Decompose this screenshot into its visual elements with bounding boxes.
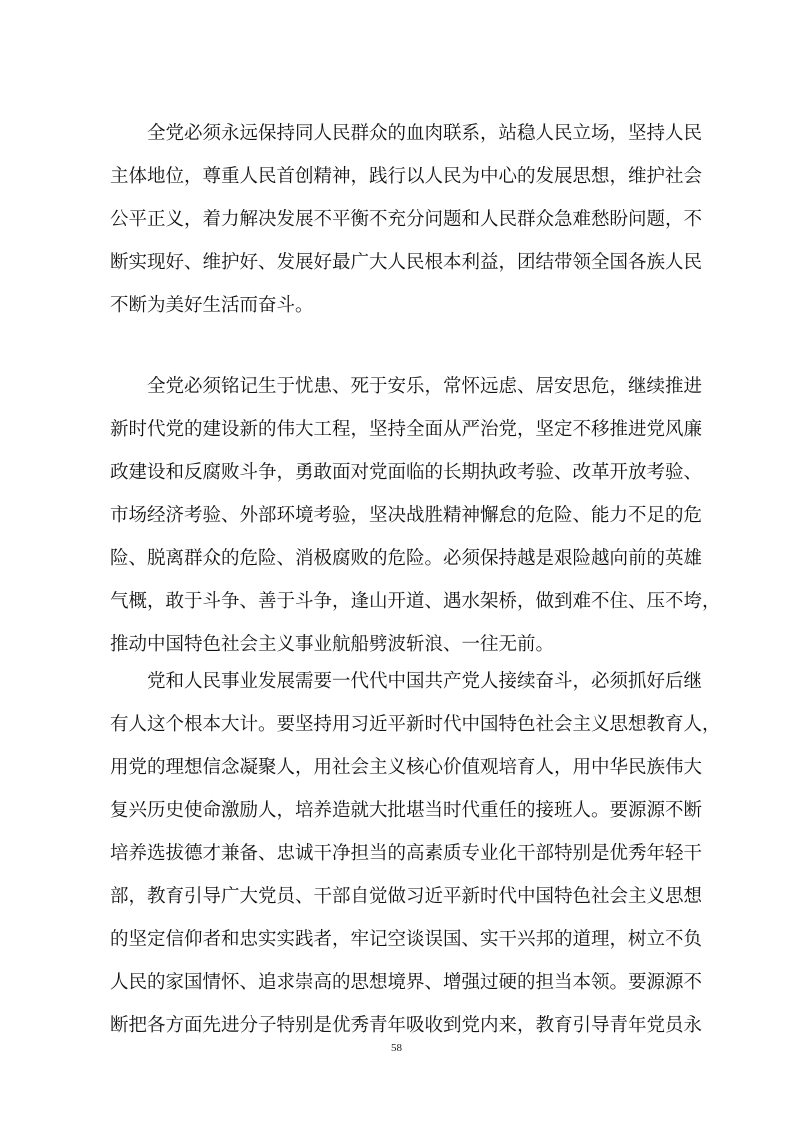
text-line: 断把各方面先进分子特别是优秀青年吸收到党内来，教育引导青年党员永 (110, 1015, 703, 1036)
text-line: 全党必须永远保持同人民群众的血肉联系，站稳人民立场，坚持人民 (110, 123, 703, 144)
paragraph-3 (110, 660, 721, 1047)
text-line: 断实现好、维护好、发展好最广大人民根本利益，团结带领全国各族人民 (110, 252, 703, 273)
text-line: 新时代党的建设新的伟大工程，坚持全面从严治党，坚定不移推进党风廉 (110, 419, 703, 440)
text-line: 全党必须铭记生于忧患、死于安乐，常怀远虑、居安思危，继续推进 (110, 376, 703, 397)
paragraph-1 (110, 112, 703, 327)
text-line: 险、脱离群众的危险、消极腐败的危险。必须保持越是艰险越向前的英雄 (110, 548, 703, 569)
page-number: 58 (391, 1042, 402, 1054)
text-line: 气概，敢于斗争、善于斗争，逢山开道、遇水架桥，做到难不住、压不垮， (110, 591, 721, 612)
text-line: 人民的家国情怀、追求崇高的思想境界、增强过硬的担当本领。要源源不 (110, 972, 703, 993)
paragraph-2 (110, 365, 721, 666)
text-line: 不断为美好生活而奋斗。 (110, 295, 314, 316)
text-line: 党和人民事业发展需要一代代中国共产党人接续奋斗，必须抓好后继 (110, 671, 703, 692)
text-line: 用党的理想信念凝聚人，用社会主义核心价值观培育人，用中华民族伟大 (110, 757, 703, 778)
text-line: 复兴历史使命激励人，培养造就大批堪当时代重任的接班人。要源源不断 (110, 800, 703, 821)
text-line: 部，教育引导广大党员、干部自觉做习近平新时代中国特色社会主义思想 (110, 886, 703, 907)
text-line: 的坚定信仰者和忠实实践者，牢记空谈误国、实干兴邦的道理，树立不负 (110, 929, 703, 950)
text-line: 培养选拔德才兼备、忠诚干净担当的高素质专业化干部特别是优秀年轻干 (110, 843, 703, 864)
text-line: 市场经济考验、外部环境考验，坚决战胜精神懈怠的危险、能力不足的危 (110, 505, 703, 526)
text-line: 有人这个根本大计。要坚持用习近平新时代中国特色社会主义思想教育人， (110, 714, 721, 735)
text-line: 公平正义，着力解决发展不平衡不充分问题和人民群众急难愁盼问题，不 (110, 209, 703, 230)
text-line: 政建设和反腐败斗争，勇敢面对党面临的长期执政考验、改革开放考验、 (110, 462, 703, 483)
text-line: 推动中国特色社会主义事业航船劈波斩浪、一往无前。 (110, 634, 555, 655)
text-line: 主体地位，尊重人民首创精神，践行以人民为中心的发展思想，维护社会 (110, 166, 703, 187)
